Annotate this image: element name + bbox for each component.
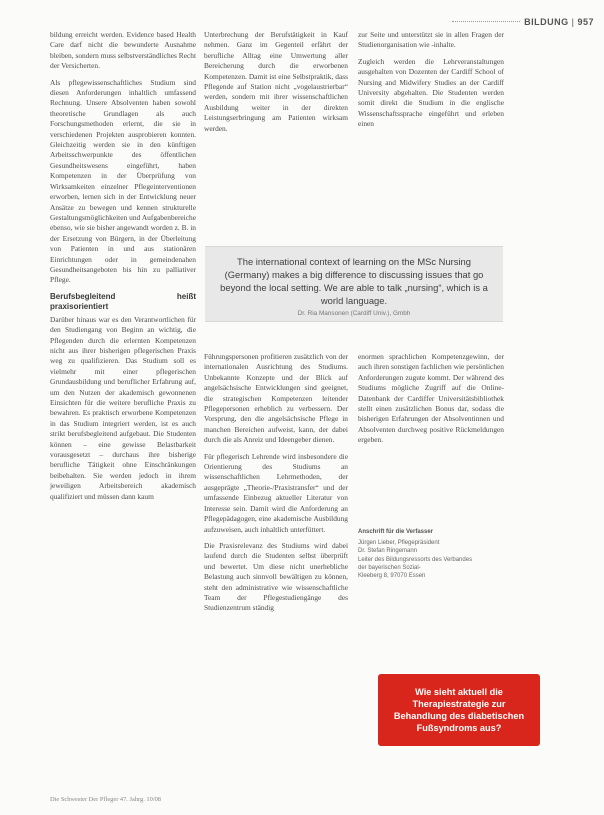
column-middle-bottom [204,352,348,620]
paragraph: Zugleich werden die Lehrveranstaltungen ausgehalten von Dozenten der Cardiff School of Nursing and Midwifery Studies an der Cardiff University abgehalten. Die Studenten werden somit direkt die Studium in die englische Wissenschaftssprache eingeführt und erleben einen [358,56,504,129]
pull-quote-text: The international context of learning on the MSc Nursing (Germany) makes a big difference to discussing issues that go beyond the local setting. We are able to talk „nursing“, which is a world language. [220,256,488,306]
paragraph: Als pflegewissenschaftliches Studium sind diesen Anforderungen inhaltlich umfassend Rechnung. Unsere Absolventen haben sowohl theoretische Grundlagen als auch Forschungsmethoden erlernt, die sie in verschiedenen Projekten ausprobieren konnten. Gleichzeitig werden sie in den künftigen Arbeitsschwerpunkte des öffentlichen Gesundheitswesens eingeführt, haben Kompetenzen in der Überprüfung von Wirksamkeiten einzelner Pflegeinterventionen erworben, lernen sich in der Entwicklung neuer Ansätze zu bewegen und kennen strukturelle Gestaltungsmöglichkeiten und Aufgabenbereiche ebenso, wie sie bisher angewandt worden z. B. in der Ersetzung von Bürgern, in der Überleitung von Patienten in und aus stationären Einrichtungen oder in gemeindenahen Gesundheitsangeboten bis hin zu palliativer Pflege. [50,77,196,285]
contact-line: Dr. Stefan Ringemann [358,548,418,555]
header-rule [452,21,520,22]
subheading: Berufsbegleitend heißt praxisorientiert [50,291,196,311]
author-contact [358,528,504,580]
pull-quote-box [205,246,503,322]
paragraph: Für pflegerisch Lehrende wird insbesondere die Orientierung des Studiums an wissenschaftlichen Lehrmethoden, der ausgeprägte „Theorie-/Praxistransfer“ und der umfassende Einbezug aktueller Literatur von Interesse sein. Damit wird die Anforderung an Pflegepädagogen, eine akademische Ausbildung aufzuweisen, auch inhaltlich unterfüttert. [204,451,348,534]
paragraph: enormen sprachlichen Kompetenzgewinn, der auch ihren sonstigen fachlichen wie persönlichen Anforderungen zugute kommt. Der während des Studiums mögliche Zugriff auf die Online-Datenbank der Cardiffer Universitätsbibliothek stellt einen zusätzlichen Bonus dar, sodass die bisherigen Erfahrungen der Absolventinnen und Absolventen durchweg positive Rückmeldungen ergeben. [358,352,504,445]
contact-line: der bayerischen Sozial- [358,564,421,571]
promo-box[interactable] [378,674,540,746]
contact-title: Anschrift für die Verfasser [358,529,434,535]
running-header [524,14,594,30]
column-right-top [358,30,504,136]
paragraph: Führungspersonen profitieren zusätzlich von der internationalen Ausrichtung des Studiums. Unbekannte Konzepte und der Blick auf angelsächsische Entwicklungen sind geeignet, die strategischen Kompetenzen leitender Pflegepersonen erheblich zu verbessern. Der Vorsprung, den die angelsächsische Pflege in manchen Bereichen aufweist, kann, der dabei durch die als Anreiz und Ideengeber dienen. [204,352,348,445]
paragraph: bildung erreicht werden. Evidence based Health Care darf nicht die bewunderte Ausnahme bleiben, sondern muss selbstverständliches Recht der Versicherten. [50,30,196,71]
paragraph: zur Seite und unterstützt sie in allen Fragen der Studienorganisation wie -inhalte. [358,30,504,50]
header-separator: | [571,17,575,27]
header-page-number: 957 [577,17,594,27]
page-footer: Die Schwester Der Pfleger 47. Jahrg. 10/08 [50,796,161,803]
header-section: BILDUNG [524,17,569,27]
paragraph: Darüber hinaus war es den Verantwortlichen für den Studiengang von Beginn an wichtig, die Pflegenden durch die erlernten Kompetenzen nicht aus ihrer bisherigen pflegerischen Praxis weg zu qualifizieren. Das Studium soll es vielmehr mit einer pflegerischen Grundausbildung und beruflicher Erfahrung auf, um den Nutzen der akademisch gewonnenen Einsichten für die weitere berufliche Praxis zu bewahren. Es praktisch erworbene Kompetenzen in das Studium integriert werden, ist es auch strikt berufsbegleitend aufgebaut. Die Studenten können – eine gewisse Belastbarkeit vorausgesetzt – durchaus ihre bisherige berufliche Tätigkeit ohne Einschränkungen beibehalten. Sie werden jedoch in ihrem jeweiligen Arbeitsbereich akademisch qualifiziert und müssen dann kaum [50,314,196,501]
pull-quote-attribution: Dr. Ria Mansonen (Cardiff Univ.), Gmbh [297,310,411,317]
paragraph: Unterbrechung der Berufstätigkeit in Kauf nehmen. Ganz im Gegenteil erfährt der berufliche Alltag eine Umwertung aller Bereicherung durch die erworbenen Kompetenzen. Damit ist eine Selbstpraktik, dass Pflegende auf Station nicht „vogelaustrierbar“ werden, sondern mit ihrer wissenschaftlichen Ausbildung weiter in der direkten Leistungserbringung am Patienten wirksam werden. [204,30,348,133]
column-right-bottom [358,352,504,452]
column-left [50,30,196,508]
contact-line: Leiter des Bildungsressorts des Verbandes [358,556,473,563]
column-middle-top [204,30,348,140]
promo-text: Wie sieht aktuell die Therapiestrategie zur Behandlung des diabetischen Fußsyndroms aus? [393,687,525,733]
contact-line: Kleeberg 8, 97070 Essen [358,573,426,580]
contact-line: Jürgen Lieber, Pflegepräsident [358,540,440,547]
paragraph: Die Praxisrelevanz des Studiums wird dabei laufend durch die Studenten selbst überprüft und bewertet. Um diese nicht unerhebliche Belastung auch sinnvoll bewältigen zu können, steht den administrative wie wissenschaftliche Team der Pflegestudiengänge des Studienzentrum ständig [204,540,348,613]
